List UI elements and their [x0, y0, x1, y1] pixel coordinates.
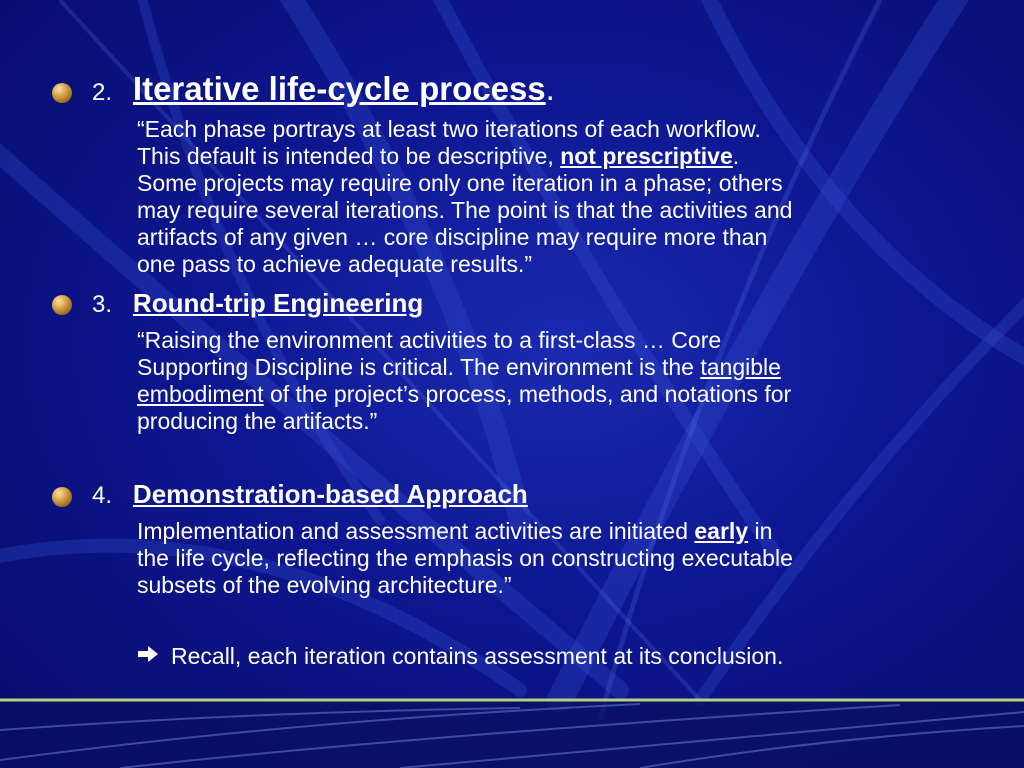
note-text: Recall, each iteration contains assessment at its conclusion. — [171, 643, 784, 669]
description-line: artifacts of any given … core discipline may require more than — [137, 224, 768, 250]
bullet-icon — [52, 487, 72, 507]
item-3-heading — [92, 288, 423, 319]
recall-note — [137, 643, 967, 670]
item-title: Round-trip Engineering — [132, 288, 424, 318]
description-line: “Raising the environment activities to a first-class … Core — [137, 327, 722, 353]
description-line: subsets of the evolving architecture.” — [137, 572, 512, 598]
right-arrow-icon — [137, 643, 165, 670]
item-2-heading — [92, 70, 555, 108]
item-number: 4. — [92, 482, 113, 509]
description-line: Implementation and assessment activities are initiated early in — [137, 518, 773, 544]
emphasis-early: early — [694, 518, 749, 544]
emphasis-not-prescriptive: not prescriptive — [560, 143, 733, 169]
description-line: embodiment of the project’s process, methods, and notations for — [137, 381, 792, 407]
item-number: 3. — [92, 291, 113, 318]
emphasis-tangible: tangible — [700, 354, 781, 380]
item-title: Demonstration-based Approach — [132, 479, 528, 509]
item-title-suffix: . — [545, 70, 555, 107]
emphasis-embodiment: embodiment — [137, 381, 264, 407]
item-number: 2. — [92, 79, 113, 106]
description-line: may require several iterations. The point is that the activities and — [137, 197, 793, 223]
description-line: This default is intended to be descriptive, not prescriptive. — [137, 143, 740, 169]
description-line: the life cycle, reflecting the emphasis on constructing executable — [137, 545, 793, 571]
bullet-icon — [52, 295, 72, 315]
item-2-description — [137, 116, 967, 278]
bullet-icon — [52, 83, 72, 103]
description-line: producing the artifacts.” — [137, 408, 378, 434]
description-line: Some projects may require only one iteration in a phase; others — [137, 170, 783, 196]
description-line: “Each phase portrays at least two iterations of each workflow. — [137, 116, 761, 142]
description-line: one pass to achieve adequate results.” — [137, 251, 533, 277]
item-3-description — [137, 327, 967, 435]
item-4-description — [137, 518, 967, 599]
description-line: Supporting Discipline is critical. The environment is the tangible — [137, 354, 781, 380]
item-4-heading — [92, 479, 528, 510]
item-title: Iterative life-cycle process — [132, 70, 546, 107]
